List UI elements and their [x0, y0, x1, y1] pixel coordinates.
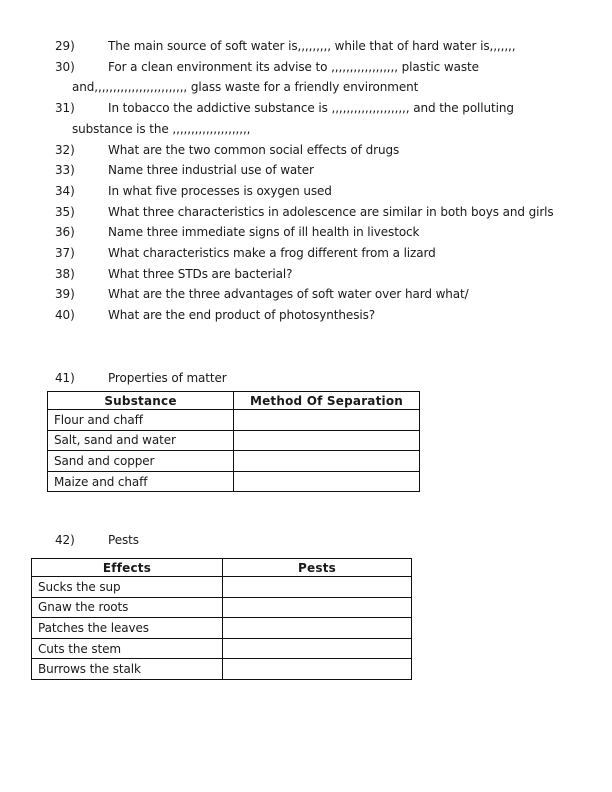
question-number: 33)	[55, 163, 75, 178]
question-text: Name three industrial use of water	[108, 163, 314, 178]
question-41-heading	[55, 368, 227, 388]
question-38	[55, 264, 610, 285]
question-34	[55, 181, 610, 202]
answer-cell-empty	[234, 410, 420, 431]
question-number: 31)	[55, 101, 75, 116]
effect-cell: Sucks the sup	[32, 577, 223, 598]
table-header-row	[48, 392, 420, 410]
question-list	[55, 36, 610, 326]
question-title: Pests	[108, 533, 139, 547]
question-text: What three characteristics in adolescence are similar in both boys and girls	[108, 204, 554, 219]
properties-of-matter-table	[47, 391, 420, 492]
question-number: 30)	[55, 59, 75, 74]
question-text: What three STDs are bacterial?	[108, 266, 293, 281]
table-row	[32, 638, 412, 659]
question-29	[55, 36, 610, 57]
column-header-substance: Substance	[48, 392, 234, 410]
question-40	[55, 305, 610, 326]
table-row	[48, 471, 420, 492]
table-row	[32, 659, 412, 680]
effect-cell: Cuts the stem	[32, 638, 223, 659]
question-title: Properties of matter	[108, 371, 227, 385]
substance-cell: Flour and chaff	[48, 410, 234, 431]
question-text: In tobacco the addictive substance is ,,,,,,,,,,,,,,,,,,,,, and the polluting	[108, 101, 514, 116]
question-text-continuation: and,,,,,,,,,,,,,,,,,,,,,,,,, glass waste for a friendly environment	[72, 80, 419, 95]
answer-cell-empty	[234, 471, 420, 492]
question-32	[55, 140, 610, 161]
question-number: 32)	[55, 142, 75, 157]
table-header-row	[32, 559, 412, 577]
question-text: What are the three advantages of soft water over hard what/	[108, 287, 469, 302]
answer-cell-empty	[234, 451, 420, 472]
question-number: 34)	[55, 183, 75, 198]
pests-table	[31, 558, 412, 680]
answer-cell-empty	[223, 577, 412, 598]
answer-cell-empty	[223, 638, 412, 659]
question-number: 39)	[55, 287, 75, 302]
question-text: Name three immediate signs of ill health in livestock	[108, 225, 420, 240]
question-33	[55, 160, 610, 181]
question-35	[55, 202, 610, 223]
question-number: 40)	[55, 308, 75, 323]
question-37	[55, 243, 610, 264]
effect-cell: Burrows the stalk	[32, 659, 223, 680]
answer-cell-empty	[223, 597, 412, 618]
question-31	[55, 98, 610, 139]
question-text: For a clean environment its advise to ,,,,,,,,,,,,,,,,,, plastic waste	[108, 59, 479, 74]
question-text: What characteristics make a frog different from a lizard	[108, 246, 436, 261]
question-36	[55, 222, 610, 243]
effect-cell: Gnaw the roots	[32, 597, 223, 618]
question-number: 37)	[55, 246, 75, 261]
substance-cell: Sand and copper	[48, 451, 234, 472]
question-text: What are the two common social effects of drugs	[108, 142, 400, 157]
table-row	[48, 451, 420, 472]
table-row	[48, 410, 420, 431]
table-row	[32, 597, 412, 618]
question-text-continuation: substance is the ,,,,,,,,,,,,,,,,,,,,,	[72, 121, 251, 136]
substance-cell: Maize and chaff	[48, 471, 234, 492]
question-30	[55, 57, 610, 98]
table-row	[32, 618, 412, 639]
question-number: 42)	[55, 533, 75, 547]
substance-cell: Salt, sand and water	[48, 430, 234, 451]
column-header-effects: Effects	[32, 559, 223, 577]
question-42-heading	[55, 530, 139, 550]
answer-cell-empty	[223, 618, 412, 639]
question-number: 29)	[55, 39, 75, 53]
column-header-pests: Pests	[223, 559, 412, 577]
question-number: 35)	[55, 204, 75, 219]
question-number: 36)	[55, 225, 75, 240]
table-row	[32, 577, 412, 598]
column-header-method: Method Of Separation	[234, 392, 420, 410]
question-number: 41)	[55, 371, 75, 385]
table-row	[48, 430, 420, 451]
answer-cell-empty	[223, 659, 412, 680]
question-text: In what five processes is oxygen used	[108, 183, 332, 198]
effect-cell: Patches the leaves	[32, 618, 223, 639]
question-text: What are the end product of photosynthesis?	[108, 308, 376, 323]
question-number: 38)	[55, 266, 75, 281]
question-text: The main source of soft water is,,,,,,,,, while that of hard water is,,,,,,,	[108, 39, 516, 53]
question-39	[55, 284, 610, 305]
answer-cell-empty	[234, 430, 420, 451]
